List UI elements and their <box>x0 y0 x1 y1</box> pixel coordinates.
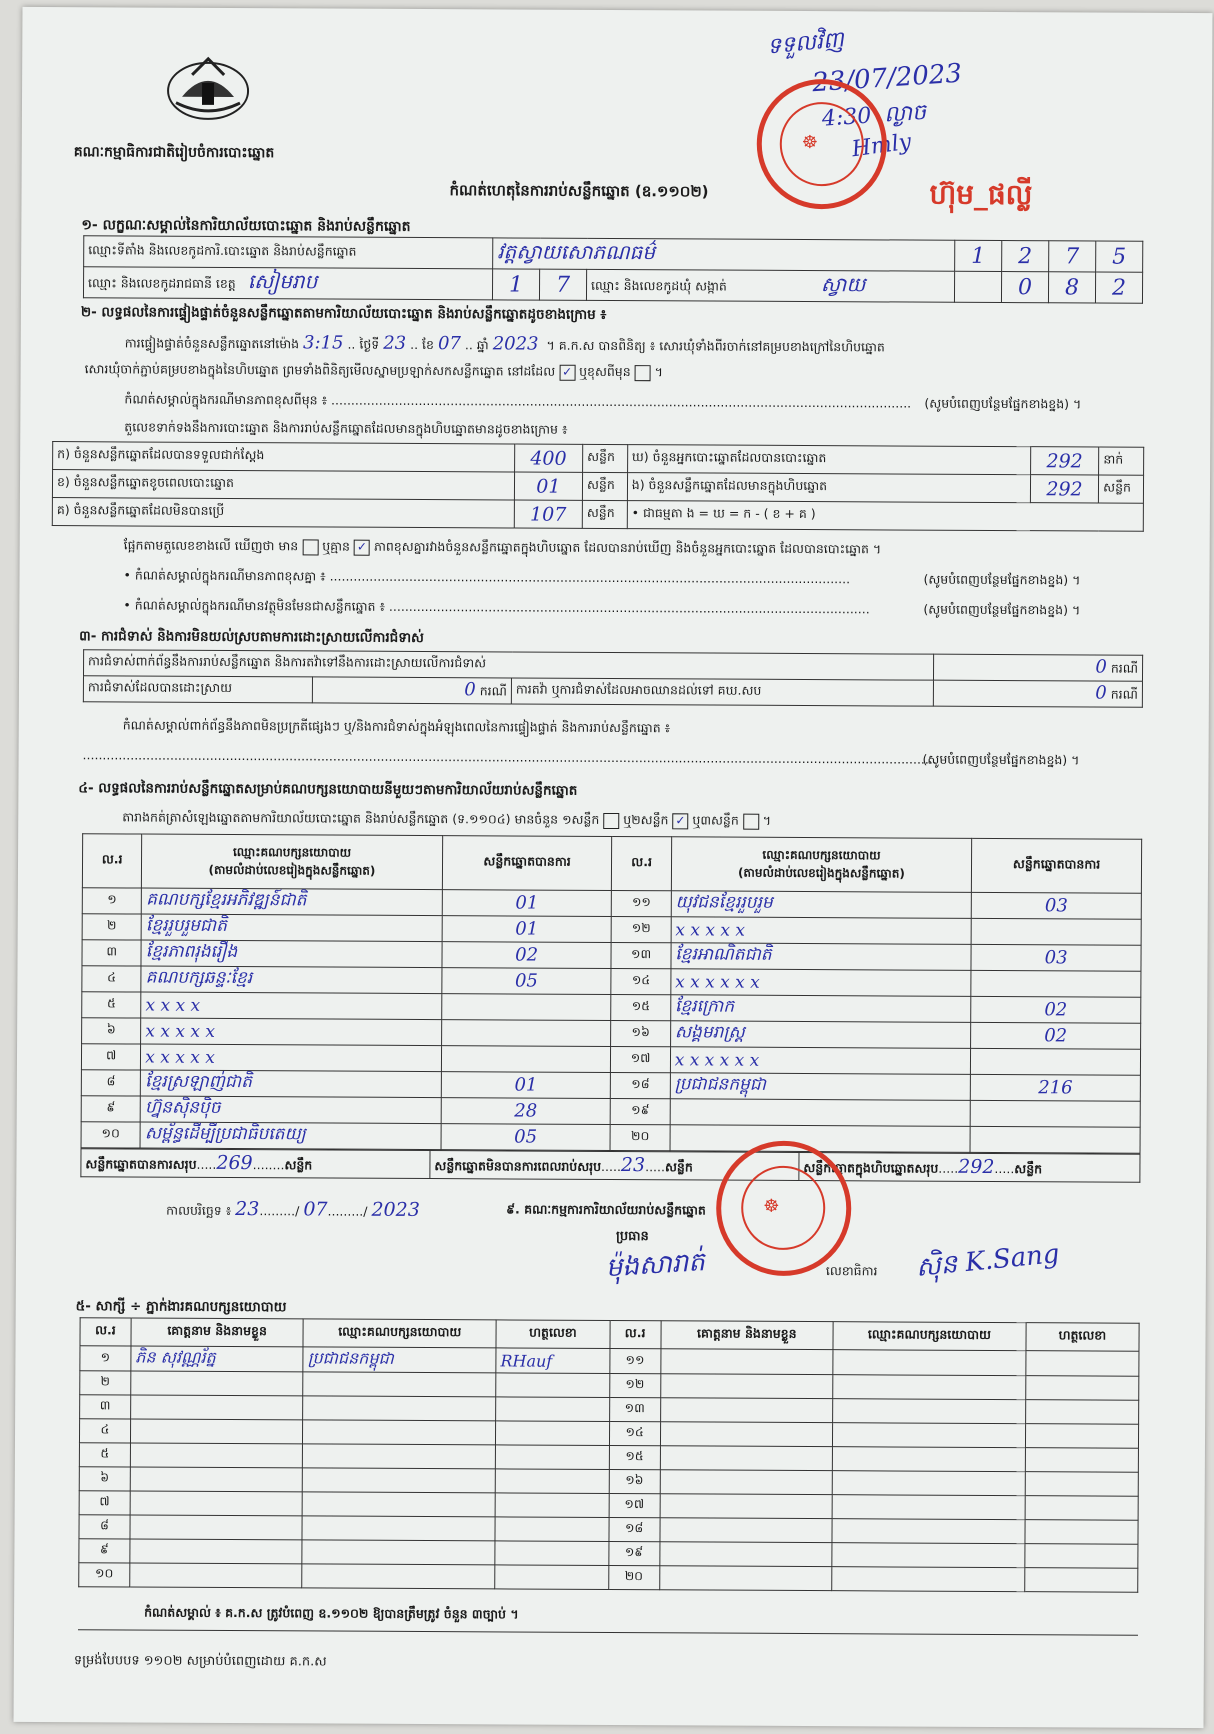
diff-note-text: • កំណត់សម្គាល់ក្នុងករណីមានភាពខុសគ្នា ៖ <box>123 567 326 584</box>
party-votes <box>441 1046 611 1073</box>
witness-signature <box>495 1517 609 1542</box>
verify-day: 23 <box>383 332 407 354</box>
total-valid-value: 269 <box>216 1151 253 1174</box>
witness-name <box>659 1542 832 1567</box>
col-no-left: ល.រ <box>82 834 142 888</box>
party-no: ៩ <box>81 1096 140 1122</box>
witness-name <box>660 1446 833 1471</box>
party-no: ១៨ <box>611 1072 670 1098</box>
party-votes <box>971 1048 1141 1075</box>
party-votes <box>970 1100 1140 1127</box>
receipt-date: 23/07/2023 <box>811 58 963 99</box>
witness-party <box>832 1423 1025 1448</box>
witness-name <box>131 1371 304 1396</box>
witness-no: ១៦ <box>609 1469 660 1493</box>
witness-name <box>660 1470 833 1495</box>
voters-value: 292 <box>1030 447 1098 475</box>
subtitle-text: តារាងកត់ត្រាសំឡេងឆ្នោតតាមការិយាល័យបោះឆ្នោត និងរាប់សន្លឹកឆ្នោត (ទ.១១០៤) មានចំនួន ១សន្លឹក <box>122 809 600 827</box>
witness-signature <box>495 1565 609 1590</box>
station-code-1: 1 <box>955 240 1002 271</box>
commune-code-3: 2 <box>1095 272 1142 303</box>
party-name: x x x x <box>141 992 442 1020</box>
witness-party <box>302 1516 495 1541</box>
party-votes <box>971 918 1141 945</box>
station-code-2: 2 <box>1002 241 1049 272</box>
witness-no: ១៥ <box>609 1445 660 1469</box>
compare-text-c: ភាពខុសគ្នារវាងចំនួនសន្លឹកឆ្នោតក្នុងហិបឆ្នោត ដែលបានរាប់ឃើញ និងចំនួនអ្នកបោះឆ្នោត ដែលបានបោះឆ្នោត ។ <box>373 538 882 557</box>
party-no: ៦ <box>82 1018 141 1044</box>
witness-party <box>833 1399 1026 1424</box>
party-no: ២ <box>82 914 141 940</box>
witness-signature <box>495 1469 609 1494</box>
party-votes <box>970 1126 1140 1153</box>
unused-value: 107 <box>514 500 582 528</box>
party-no: ១៦ <box>611 1020 670 1046</box>
changed-label: ឬខុសពីមុន <box>579 363 631 380</box>
party-no: ១១ <box>612 890 671 916</box>
diff-note-label: កំណត់សម្គាល់ក្នុងករណីមានភាពខុសពីមុន ៖ <box>124 391 328 408</box>
witness-no: ៦ <box>79 1467 130 1491</box>
witness-footnote: កំណត់សម្គាល់ ៖ គ.ក.ស ត្រូវបំពេញ ឧ.១១០២ ឱ្យបានត្រឹមត្រូវ ចំនួន ៣ច្បាប់ ។ <box>144 1604 519 1622</box>
party-name: x x x x x <box>141 1044 442 1072</box>
received-unit: សន្លឹក <box>583 444 628 472</box>
witness-party: ប្រជាជនកម្ពុជា <box>303 1347 496 1373</box>
inbox-value: 292 <box>1030 475 1098 503</box>
org-name: គណៈកម្មាធិការជាតិរៀបចំការបោះឆ្នោត <box>73 144 275 162</box>
committee-label: ៩. គណៈកម្មការការិយាល័យរាប់សន្លឹកឆ្នោត <box>506 1201 706 1218</box>
objections-table <box>83 649 1143 708</box>
compare-text-b: ឬគ្មាន <box>322 538 351 554</box>
formula-text: • ជាធម្មតា ង = ឃ = ក - ( ខ + គ ) <box>627 501 1143 532</box>
witness-no: ៤ <box>79 1419 130 1443</box>
witness-party <box>832 1471 1025 1496</box>
ballot-figures-table <box>52 441 1144 532</box>
witness-no: ១៩ <box>609 1541 660 1565</box>
witness-party <box>303 1468 496 1493</box>
one-sheet-checkbox[interactable] <box>603 812 619 828</box>
witness-name <box>130 1443 303 1468</box>
witness-col-name-left: គោត្តនាម និងនាមខ្លួន <box>131 1318 304 1347</box>
chair-signature: ម៉ុងសារាត់ <box>604 1247 706 1284</box>
party-votes <box>971 970 1141 997</box>
footer-divider <box>78 1629 1138 1636</box>
nonballot-note-text: • កំណត់សម្គាល់ក្នុងករណីមានវត្ថុមិនមែនជាសន្លឹកឆ្នោត ៖ <box>123 597 386 614</box>
commune-code-2: 8 <box>1048 272 1095 303</box>
changed-checkbox[interactable] <box>635 365 651 381</box>
witness-name <box>660 1494 833 1519</box>
province-code-1: 1 <box>492 269 539 300</box>
nec-emblem-icon <box>162 53 254 123</box>
witness-row <box>79 1563 1138 1593</box>
witness-party <box>303 1420 496 1445</box>
unchanged-checkbox[interactable]: ✓ <box>559 364 575 380</box>
no-difference-checkbox[interactable]: ✓ <box>354 539 370 555</box>
party-name: គណបក្សឆន្ទៈខ្មែរ <box>141 966 442 994</box>
party-votes: 02 <box>971 1022 1141 1049</box>
party-votes: 03 <box>971 892 1141 919</box>
witness-signature <box>496 1373 610 1398</box>
col-votes-right: សន្លឹកឆ្នោតបានការ <box>972 838 1142 893</box>
party-votes: 05 <box>442 968 612 995</box>
form-page <box>14 7 1213 1728</box>
fill-note-1: (សូមបំពេញបន្ថែមផ្នែកខាងខ្នង) ។ <box>924 395 1082 412</box>
section5-title: ៥- សាក្សី ÷ ភ្នាក់ងារគណបក្សនយោបាយ <box>75 1298 287 1316</box>
party-no: ១២ <box>612 916 671 942</box>
receipt-note: ទទួលវិញ <box>766 27 846 60</box>
witness-col-sig-right: ហត្ថលេខា <box>1026 1323 1139 1352</box>
party-no: ១៣ <box>611 942 670 968</box>
witness-signature <box>495 1493 609 1518</box>
witness-party <box>833 1350 1026 1376</box>
unused-label: គ) ចំនួនសន្លឹកឆ្នោតដែលមិនបានប្រើ <box>52 498 514 528</box>
footer-text: ទម្រង់បែបបទ ១១០២ សម្រាប់បំពេញដោយ គ.ក.ស <box>73 1653 327 1670</box>
party-name: x x x x x <box>671 917 972 945</box>
province-name: សៀមរាប <box>247 269 318 294</box>
witness-party <box>302 1540 495 1565</box>
receipt-time: 4:30' ល្ងាច <box>821 100 927 132</box>
party-votes <box>441 1020 611 1047</box>
total-box-value: 292 <box>958 1155 995 1178</box>
party-name: x x x x x <box>141 1018 442 1046</box>
compare-text-a: ផ្អែកតាមតួលេខខាងលើ ឃើញថា មាន <box>123 537 299 554</box>
witness-name <box>660 1422 833 1447</box>
diff-note: • កំណត់សម្គាល់ក្នុងករណីមានភាពខុសគ្នា ៖ ................................................................................................................................... <box>123 567 851 587</box>
witness-no: ១៤ <box>609 1421 660 1445</box>
station-label: ឈ្មោះទីតាំង និងលេខកូដការិ.បោះឆ្នោត និងរាប់សន្លឹកឆ្នោត <box>84 236 493 269</box>
three-sheet-label: ឬ៣សន្លឹក <box>692 812 739 828</box>
section1-table <box>83 235 1143 304</box>
party-no: ១៩ <box>611 1098 670 1124</box>
party-votes: 28 <box>441 1098 611 1125</box>
party-votes: 05 <box>441 1124 611 1151</box>
witness-col-sig-left: ហត្ថលេខា <box>496 1320 610 1349</box>
witness-party <box>303 1444 496 1469</box>
date-month: 07 <box>303 1198 328 1221</box>
official-stamp-top: ☸ <box>756 79 887 210</box>
two-sheet-label: ឬ២សន្លឹក <box>623 812 669 828</box>
seal-text: សោរឃុំចាក់ភ្ជាប់គម្របខាងក្នុងនៃហិបឆ្នោត ព្រមទាំងពិនិត្យមើលស្នាមប្រឡាក់សកសន្លឹកឆ្នោត នៅដដែល <box>84 361 556 379</box>
party-name: x x x x x x <box>670 1047 971 1075</box>
witness-name <box>130 1395 303 1420</box>
province-label-text: ឈ្មោះ និងលេខកូដរាជធានី ខេត្ត <box>88 275 236 292</box>
witness-signature <box>495 1445 609 1470</box>
witness-party <box>302 1492 495 1517</box>
verify-text-a: ការផ្ទៀងផ្ទាត់ចំនួនសន្លឹកឆ្នោតនៅម៉ោង <box>124 335 300 352</box>
party-votes: 02 <box>971 996 1141 1023</box>
witness-no: ៩ <box>79 1539 130 1563</box>
total-invalid-value: 23 <box>620 1153 646 1176</box>
witness-name: ភិន សុវណ្ណរ័ត្ន <box>131 1346 304 1372</box>
results-totals <box>80 1148 1140 1183</box>
party-name: x x x x x x <box>671 969 972 997</box>
inbox-unit: សន្លឹក <box>1099 475 1144 503</box>
party-votes: 03 <box>971 944 1141 971</box>
party-no: ១៤ <box>611 968 670 994</box>
verify-text-e: ។ គ.ក.ស បានពិនិត្យ ៖ សោរឃុំទាំងពីរចាក់នៅគម្របខាងក្រៅនៃហិបឆ្នោត <box>546 337 885 355</box>
seal-line: សោរឃុំចាក់ភ្ជាប់គម្របខាងក្នុងនៃហិបឆ្នោត ព្រមទាំងពិនិត្យមើលស្នាមប្រឡាក់សកសន្លឹកឆ្នោត នៅដដែល ✓ ឬខុសពីមុន ។ <box>84 361 663 380</box>
party-name: យុវជនខ្មែររួបរួម <box>671 891 972 919</box>
party-name: សង្គមរាស្ត្រ <box>670 1021 971 1049</box>
party-name: គណបក្សខ្មែរអភិវឌ្ឍន៍ជាតិ <box>142 888 443 916</box>
witness-no: ២ <box>80 1371 131 1395</box>
unused-unit: សន្លឹក <box>582 500 627 528</box>
station-code-3: 7 <box>1049 241 1096 272</box>
objections-count <box>933 654 1142 681</box>
party-name: ខ្មែរក្រោក <box>670 995 971 1023</box>
witness-no: ១៨ <box>609 1517 660 1541</box>
station-code-4: 5 <box>1096 241 1143 272</box>
party-no: ១៥ <box>611 994 670 1020</box>
results-date: កាលបរិច្ឆេទ ៖ 23........./ 07........./ 2023 <box>166 1198 420 1221</box>
section4-subtitle: តារាងកត់ត្រាសំឡេងឆ្នោតតាមការិយាល័យបោះឆ្នោត និងរាប់សន្លឹកឆ្នោត (ទ.១១០៤) មានចំនួន ១សន្លឹក ឬ២សន្លឹក ✓ ឬ៣សន្លឹក ។ <box>122 809 772 828</box>
date-year: 2023 <box>371 1198 420 1221</box>
commune-label <box>586 269 954 302</box>
section1-title: ១- លក្ខណៈសម្គាល់នៃការិយាល័យបោះឆ្នោត និងរាប់សន្លឹកឆ្នោត <box>81 217 411 235</box>
witness-col-party-left: ឈ្មោះគណបក្សនយោបាយ <box>303 1319 496 1348</box>
witness-name <box>659 1518 832 1543</box>
witness-party <box>302 1564 495 1589</box>
col-party-left <box>142 834 443 890</box>
nonballot-note: • កំណត់សម្គាល់ក្នុងករណីមានវត្ថុមិនមែនជាសន្លឹកឆ្នោត ៖ ......................................................................................................................... <box>123 597 870 617</box>
witness-name <box>660 1349 833 1375</box>
witness-party <box>303 1372 496 1397</box>
party-no: ១៧ <box>611 1046 670 1072</box>
province-code-2: 7 <box>539 269 586 300</box>
commune-code-blank <box>954 271 1001 302</box>
witness-signature <box>496 1421 610 1446</box>
voters-label: ឃ) ចំនួនអ្នកបោះឆ្នោតដែលបានបោះឆ្នោត <box>627 445 1030 475</box>
total-invalid-unit: សន្លឹក <box>664 1158 693 1174</box>
col-votes-left: សន្លឹកឆ្នោតបានការ <box>442 836 612 891</box>
verify-year: 2023 <box>492 333 539 355</box>
party-no: ៧ <box>81 1044 140 1070</box>
irregularity-note: កំណត់សម្គាល់ពាក់ព័ន្ធនឹងភាពមិនប្រក្រតីផ្សេងៗ ឬ/និងការជំទាស់ក្នុងអំឡុងពេលនៃការផ្ទៀងផ្ទាត់ និងការរាប់សន្លឹកឆ្នោត ៖ <box>122 717 671 736</box>
witness-no: ២០ <box>608 1565 659 1589</box>
col-party-left-title: ឈ្មោះគណបក្សនយោបាយ <box>232 844 352 860</box>
witness-party <box>832 1543 1025 1568</box>
party-name <box>670 1125 971 1153</box>
total-invalid-cell: សន្លឹកឆ្នោតមិនបានការពេលរាប់សរុប.....23.....សន្លឹក <box>430 1151 799 1181</box>
total-box-cell: សន្លឹកឆ្នោតក្នុងហិបឆ្នោតសរុប.....292.....សន្លឹក <box>799 1152 1140 1182</box>
witness-col-name-right: គោត្តនាម និងនាមខ្លួន <box>660 1321 833 1350</box>
witness-no: ១២ <box>609 1373 660 1397</box>
witness-party <box>303 1396 496 1421</box>
total-invalid-label: សន្លឹកឆ្នោតមិនបានការពេលរាប់សរុប <box>434 1157 602 1174</box>
witness-signature <box>1025 1520 1138 1545</box>
official-stamp-bottom: ☸ <box>716 1141 852 1277</box>
verify-time: 3:15 <box>303 332 344 354</box>
resolved-label: ការជំទាស់ដែលបានដោះស្រាយ <box>83 676 312 703</box>
witness-signature <box>496 1397 610 1422</box>
commune-label-text: ឈ្មោះ និងលេខកូដឃុំ សង្កាត់ <box>591 277 727 294</box>
witness-name <box>130 1467 303 1492</box>
voters-unit: នាក់ <box>1099 447 1144 475</box>
party-name: ហ្វ៊ុនស៊ិនប៉ិច <box>140 1096 441 1124</box>
witness-col-no-right: ល.រ <box>610 1320 661 1348</box>
party-name: ខ្មែរអាណិតជាតិ <box>671 943 972 971</box>
col-no-right: ល.រ <box>612 836 672 890</box>
party-votes: 01 <box>441 1072 611 1099</box>
received-value: 400 <box>514 444 582 472</box>
results-table <box>81 833 1143 1154</box>
witness-name <box>130 1419 303 1444</box>
witness-name <box>130 1539 303 1564</box>
witness-signature <box>1025 1544 1138 1569</box>
party-votes: 216 <box>970 1074 1140 1101</box>
date-day: 23 <box>235 1198 260 1221</box>
fill-note-3: (សូមបំពេញបន្ថែមផ្នែកខាងខ្នង) ។ <box>923 601 1081 618</box>
col-party-right-sub: (តាមលំដាប់លេខរៀងក្នុងសន្លឹកឆ្នោត) <box>737 865 905 881</box>
party-votes: 02 <box>442 942 612 969</box>
col-party-right-title: ឈ្មោះគណបក្សនយោបាយ <box>762 847 881 862</box>
compare-line <box>124 537 882 560</box>
witness-signature <box>1025 1400 1138 1425</box>
party-votes: 01 <box>442 916 612 943</box>
handwritten-reference: ហ៊ុម_ផល្លី <box>929 177 1033 212</box>
two-sheet-checkbox[interactable]: ✓ <box>672 813 688 829</box>
witness-no: ១៣ <box>609 1397 660 1421</box>
witness-name <box>659 1566 832 1591</box>
inbox-label: ង) ចំនួនសន្លឹកឆ្នោតដែលមានក្នុងហិបឆ្នោត <box>627 473 1030 503</box>
resolved-unit: ករណី <box>479 683 507 699</box>
verify-month: 07 <box>437 333 461 355</box>
col-party-left-sub: (តាមលំដាប់លេខរៀងក្នុងសន្លឹកឆ្នោត) <box>208 862 376 878</box>
section2-title: ២- លទ្ធផលនៃការផ្ទៀងផ្ទាត់ចំនួនសន្លឹកឆ្នោតតាមការិយាល័យបោះឆ្នោត និងរាប់សន្លឹកឆ្នោតដូចខាងក្រោម ៖ <box>80 304 607 323</box>
witness-no: ៥ <box>79 1443 130 1467</box>
secretary-label: លេខាធិការ <box>825 1263 878 1279</box>
province-label <box>83 267 492 300</box>
has-difference-checkbox[interactable] <box>302 539 318 555</box>
witness-signature: RHauf <box>496 1348 610 1374</box>
total-valid-unit: សន្លឹក <box>284 1156 313 1172</box>
spoiled-unit: សន្លឹក <box>582 472 627 500</box>
witness-table <box>78 1317 1139 1593</box>
commune-name: ស្វាយ <box>820 272 866 297</box>
party-no: ៣ <box>82 940 141 966</box>
witness-party <box>833 1375 1026 1400</box>
col-party-right <box>671 837 972 893</box>
party-votes: 01 <box>442 890 612 917</box>
spoiled-value: 01 <box>514 472 582 500</box>
spoiled-label: ខ) ចំនួនសន្លឹកឆ្នោតខូចពេលបោះឆ្នោត <box>52 470 514 500</box>
witness-signature <box>1025 1472 1138 1497</box>
party-name: ប្រជាជនកម្ពុជា <box>670 1073 971 1101</box>
irregularity-dots: ....................................................................................................................................................................................................................... <box>82 747 937 767</box>
witness-no: ១ <box>80 1346 131 1371</box>
witness-col-party-right: ឈ្មោះគណបក្សនយោបាយ <box>833 1322 1026 1351</box>
party-no: ៨ <box>81 1070 140 1096</box>
section3-title: ៣- ការជំទាស់ និងការមិនយល់ស្របតាមការដោះស្រាយលើការជំទាស់ <box>79 628 424 647</box>
verify-text-c: ខែ <box>422 336 435 353</box>
party-name: ខ្មែរភាពរុងរឿង <box>141 940 442 968</box>
witness-no: ៧ <box>79 1491 130 1515</box>
commune-code-1: 0 <box>1001 272 1048 303</box>
party-name: ខ្មែររួបរួមជាតិ <box>141 914 442 942</box>
witness-party <box>832 1519 1025 1544</box>
witness-no: ៣ <box>80 1395 131 1419</box>
witness-no: ៨ <box>79 1515 130 1539</box>
receipt-initials: Hmly <box>850 129 913 163</box>
three-sheet-checkbox[interactable] <box>743 813 759 829</box>
party-no: ១ <box>82 888 141 914</box>
date-label: កាលបរិច្ឆេទ ៖ <box>166 1202 232 1219</box>
witness-no: ១១ <box>610 1348 661 1373</box>
witness-col-no-left: ល.រ <box>80 1318 131 1346</box>
witness-name <box>130 1563 303 1588</box>
witness-signature <box>1025 1376 1138 1401</box>
total-valid-cell: សន្លឹកឆ្នោតបានការសរុប.....269........សន្លឹក <box>81 1149 430 1179</box>
witness-no: ១០ <box>79 1563 130 1587</box>
party-no: ១០ <box>81 1122 140 1148</box>
diff-note-line: កំណត់សម្គាល់ក្នុងករណីមានភាពខុសពីមុន ៖ .................................................................................................................................................. <box>124 391 912 411</box>
appeal-unit: ករណី <box>1110 686 1138 702</box>
witness-signature <box>1024 1568 1137 1593</box>
witness-signature <box>1026 1351 1139 1377</box>
verify-text-b: ថ្ងៃទី <box>359 336 380 352</box>
objections-value: 0 <box>1095 656 1107 678</box>
party-name <box>670 1099 971 1127</box>
party-name: ខ្មែរស្រឡាញ់ជាតិ <box>141 1070 442 1098</box>
appeal-value: 0 <box>1095 682 1107 704</box>
party-no: ២០ <box>610 1124 669 1150</box>
witness-name <box>660 1398 833 1423</box>
secretary-signature: ស៊ិន K.Sang <box>914 1238 1061 1284</box>
witness-party <box>832 1495 1025 1520</box>
witness-no: ១៧ <box>609 1493 660 1517</box>
section4-title: ៤- លទ្ធផលនៃការរាប់សន្លឹកឆ្នោតសម្រាប់គណបក្សនយោបាយនីមួយៗតាមការិយាល័យរាប់សន្លឹកឆ្នោត <box>78 780 578 799</box>
resolved-count <box>312 677 511 704</box>
verify-text-d: ឆ្នាំ <box>476 337 489 353</box>
witness-party <box>832 1567 1025 1592</box>
total-box-unit: សន្លឹក <box>1014 1160 1043 1176</box>
party-name: សម្ព័ន្ធដើម្បីប្រជាធិបតេយ្យ <box>140 1122 441 1150</box>
station-name: វត្តស្វាយសោភណធម៌ <box>493 238 955 271</box>
witness-name <box>660 1374 833 1399</box>
received-label: ក) ចំនួនសន្លឹកឆ្នោតដែលបានទទួលជាក់ស្តែង <box>53 442 515 472</box>
witness-name <box>130 1491 303 1516</box>
fill-note-4: (សូមបំពេញបន្ថែមផ្នែកខាងខ្នង) ។ <box>922 751 1080 768</box>
witness-signature <box>1025 1448 1138 1473</box>
witness-party <box>832 1447 1025 1472</box>
total-valid-label: សន្លឹកឆ្នោតបានការសរុប <box>85 1155 197 1172</box>
objections-label: ការជំទាស់ពាក់ព័ន្ធនឹងការរាប់សន្លឹកឆ្នោត និងការតវ៉ាទៅនឹងការដោះស្រាយលើការជំទាស់ <box>83 650 933 680</box>
witness-signature <box>1025 1496 1138 1521</box>
figures-intro: តួលេខទាក់ទងនឹងការបោះឆ្នោត និងការរាប់សន្លឹកឆ្នោតដែលមានក្នុងហិបឆ្នោតមានដូចខាងក្រោម ៖ <box>124 419 568 437</box>
total-box-label: សន្លឹកឆ្នោតក្នុងហិបឆ្នោតសរុប <box>803 1159 939 1176</box>
witness-signature <box>495 1541 609 1566</box>
witness-signature <box>1025 1424 1138 1449</box>
party-no: ៤ <box>82 966 141 992</box>
appeal-count <box>933 680 1142 707</box>
party-no: ៥ <box>82 992 141 1018</box>
objections-unit: ករណី <box>1110 660 1139 676</box>
verify-line: ការផ្ទៀងផ្ទាត់ចំនួនសន្លឹកឆ្នោតនៅម៉ោង 3:15 .. ថ្ងៃទី 23 .. ខែ 07 .. ឆ្នាំ 2023 ។ គ.ក.ស បានពិនិត្យ ៖ សោរឃុំទាំងពីរចាក់នៅគម្របខាងក្រៅនៃហិបឆ្នោត <box>124 332 885 355</box>
appeal-label: ការតវ៉ា ឬការជំទាស់ដែលអាចឈានដល់ទៅ គឃ.សប <box>511 678 933 706</box>
resolved-value: 0 <box>464 679 476 701</box>
form-title: កំណត់ហេតុនៃការរាប់សន្លឹកឆ្នោត (ឧ.១១០២) <box>449 181 709 201</box>
fill-note-2: (សូមបំពេញបន្ថែមផ្នែកខាងខ្នង) ។ <box>923 571 1081 588</box>
witness-name <box>130 1515 303 1540</box>
chair-label: ប្រធាន <box>616 1229 649 1245</box>
party-votes <box>441 994 611 1021</box>
